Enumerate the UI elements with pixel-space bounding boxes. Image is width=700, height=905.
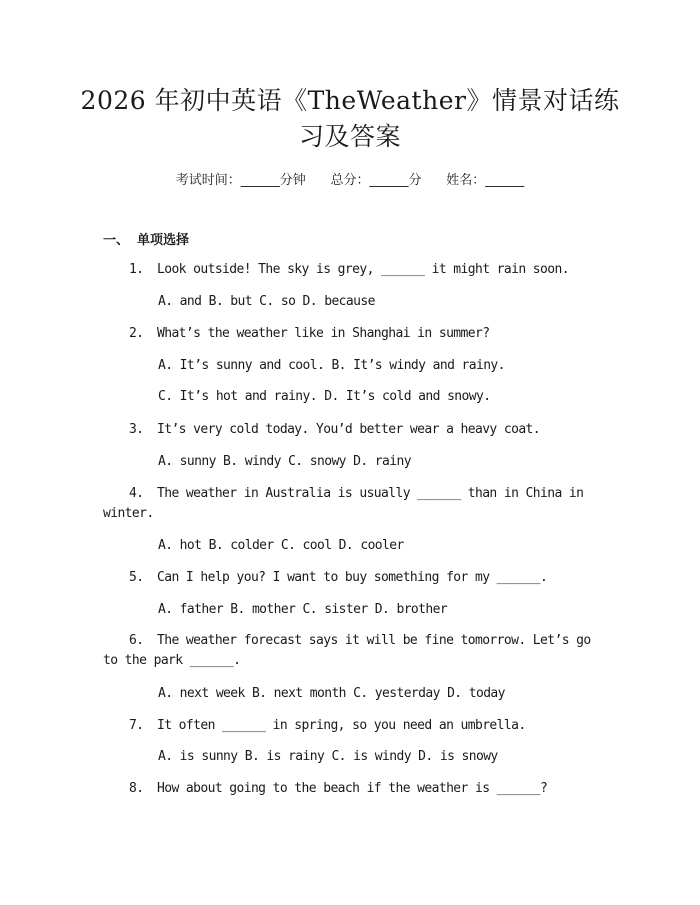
question-number: 1. (129, 262, 144, 277)
question-7 (103, 716, 595, 736)
page-title-line-1: 2026 年初中英语《TheWeather》情景对话练 (80, 86, 620, 115)
question-number: 7. (129, 718, 144, 733)
question-8 (103, 779, 595, 799)
question-2-options-row-1: A. It’s sunny and cool. B. It’s windy and rainy. (158, 358, 505, 373)
question-1-options: A. and B. but C. so D. because (158, 294, 375, 309)
question-4-options: A. hot B. colder C. cool D. cooler (158, 538, 404, 553)
question-text: The weather forecast says it will be fine tomorrow. Let’s go to the park ______. (103, 633, 591, 668)
question-text: It often ______ in spring, so you need an umbrella. (157, 718, 526, 733)
question-text: It’s very cold today. You’d better wear a heavy coat. (157, 422, 541, 437)
question-7-options: A. is sunny B. is rainy C. is windy D. is snowy (158, 749, 498, 764)
question-5 (103, 568, 595, 588)
question-text: Look outside! The sky is grey, ______ it might rain soon. (157, 262, 569, 277)
question-5-options: A. father B. mother C. sister D. brother (158, 602, 448, 617)
question-text: The weather in Australia is usually ______ than in China in winter. (103, 486, 584, 521)
question-text: What’s the weather like in Shanghai in summer? (157, 326, 490, 341)
question-number: 6. (129, 633, 144, 648)
section-number: 一、 (103, 233, 130, 248)
exam-info-line: 考试时间：______分钟 总分：______分 姓名：______ (175, 173, 525, 188)
page-title-line-2: 习及答案 (298, 122, 401, 151)
question-number: 8. (129, 781, 144, 796)
question-text: Can I help you? I want to buy something for my ______. (157, 570, 548, 585)
question-3-options: A. sunny B. windy C. snowy D. rainy (158, 454, 411, 469)
question-6 (103, 631, 595, 671)
question-number: 2. (129, 326, 144, 341)
section-heading (103, 229, 189, 248)
question-1 (103, 260, 595, 280)
question-number: 5. (129, 570, 144, 585)
question-text: How about going to the beach if the weather is ______? (157, 781, 548, 796)
question-number: 3. (129, 422, 144, 437)
question-4 (103, 484, 595, 524)
question-3 (103, 420, 595, 440)
question-6-options: A. next week B. next month C. yesterday D. today (158, 686, 505, 701)
question-number: 4. (129, 486, 144, 501)
question-2 (103, 324, 595, 344)
question-2-options-row-2: C. It’s hot and rainy. D. It’s cold and snowy. (158, 389, 491, 404)
section-label: 单项选择 (137, 233, 190, 248)
